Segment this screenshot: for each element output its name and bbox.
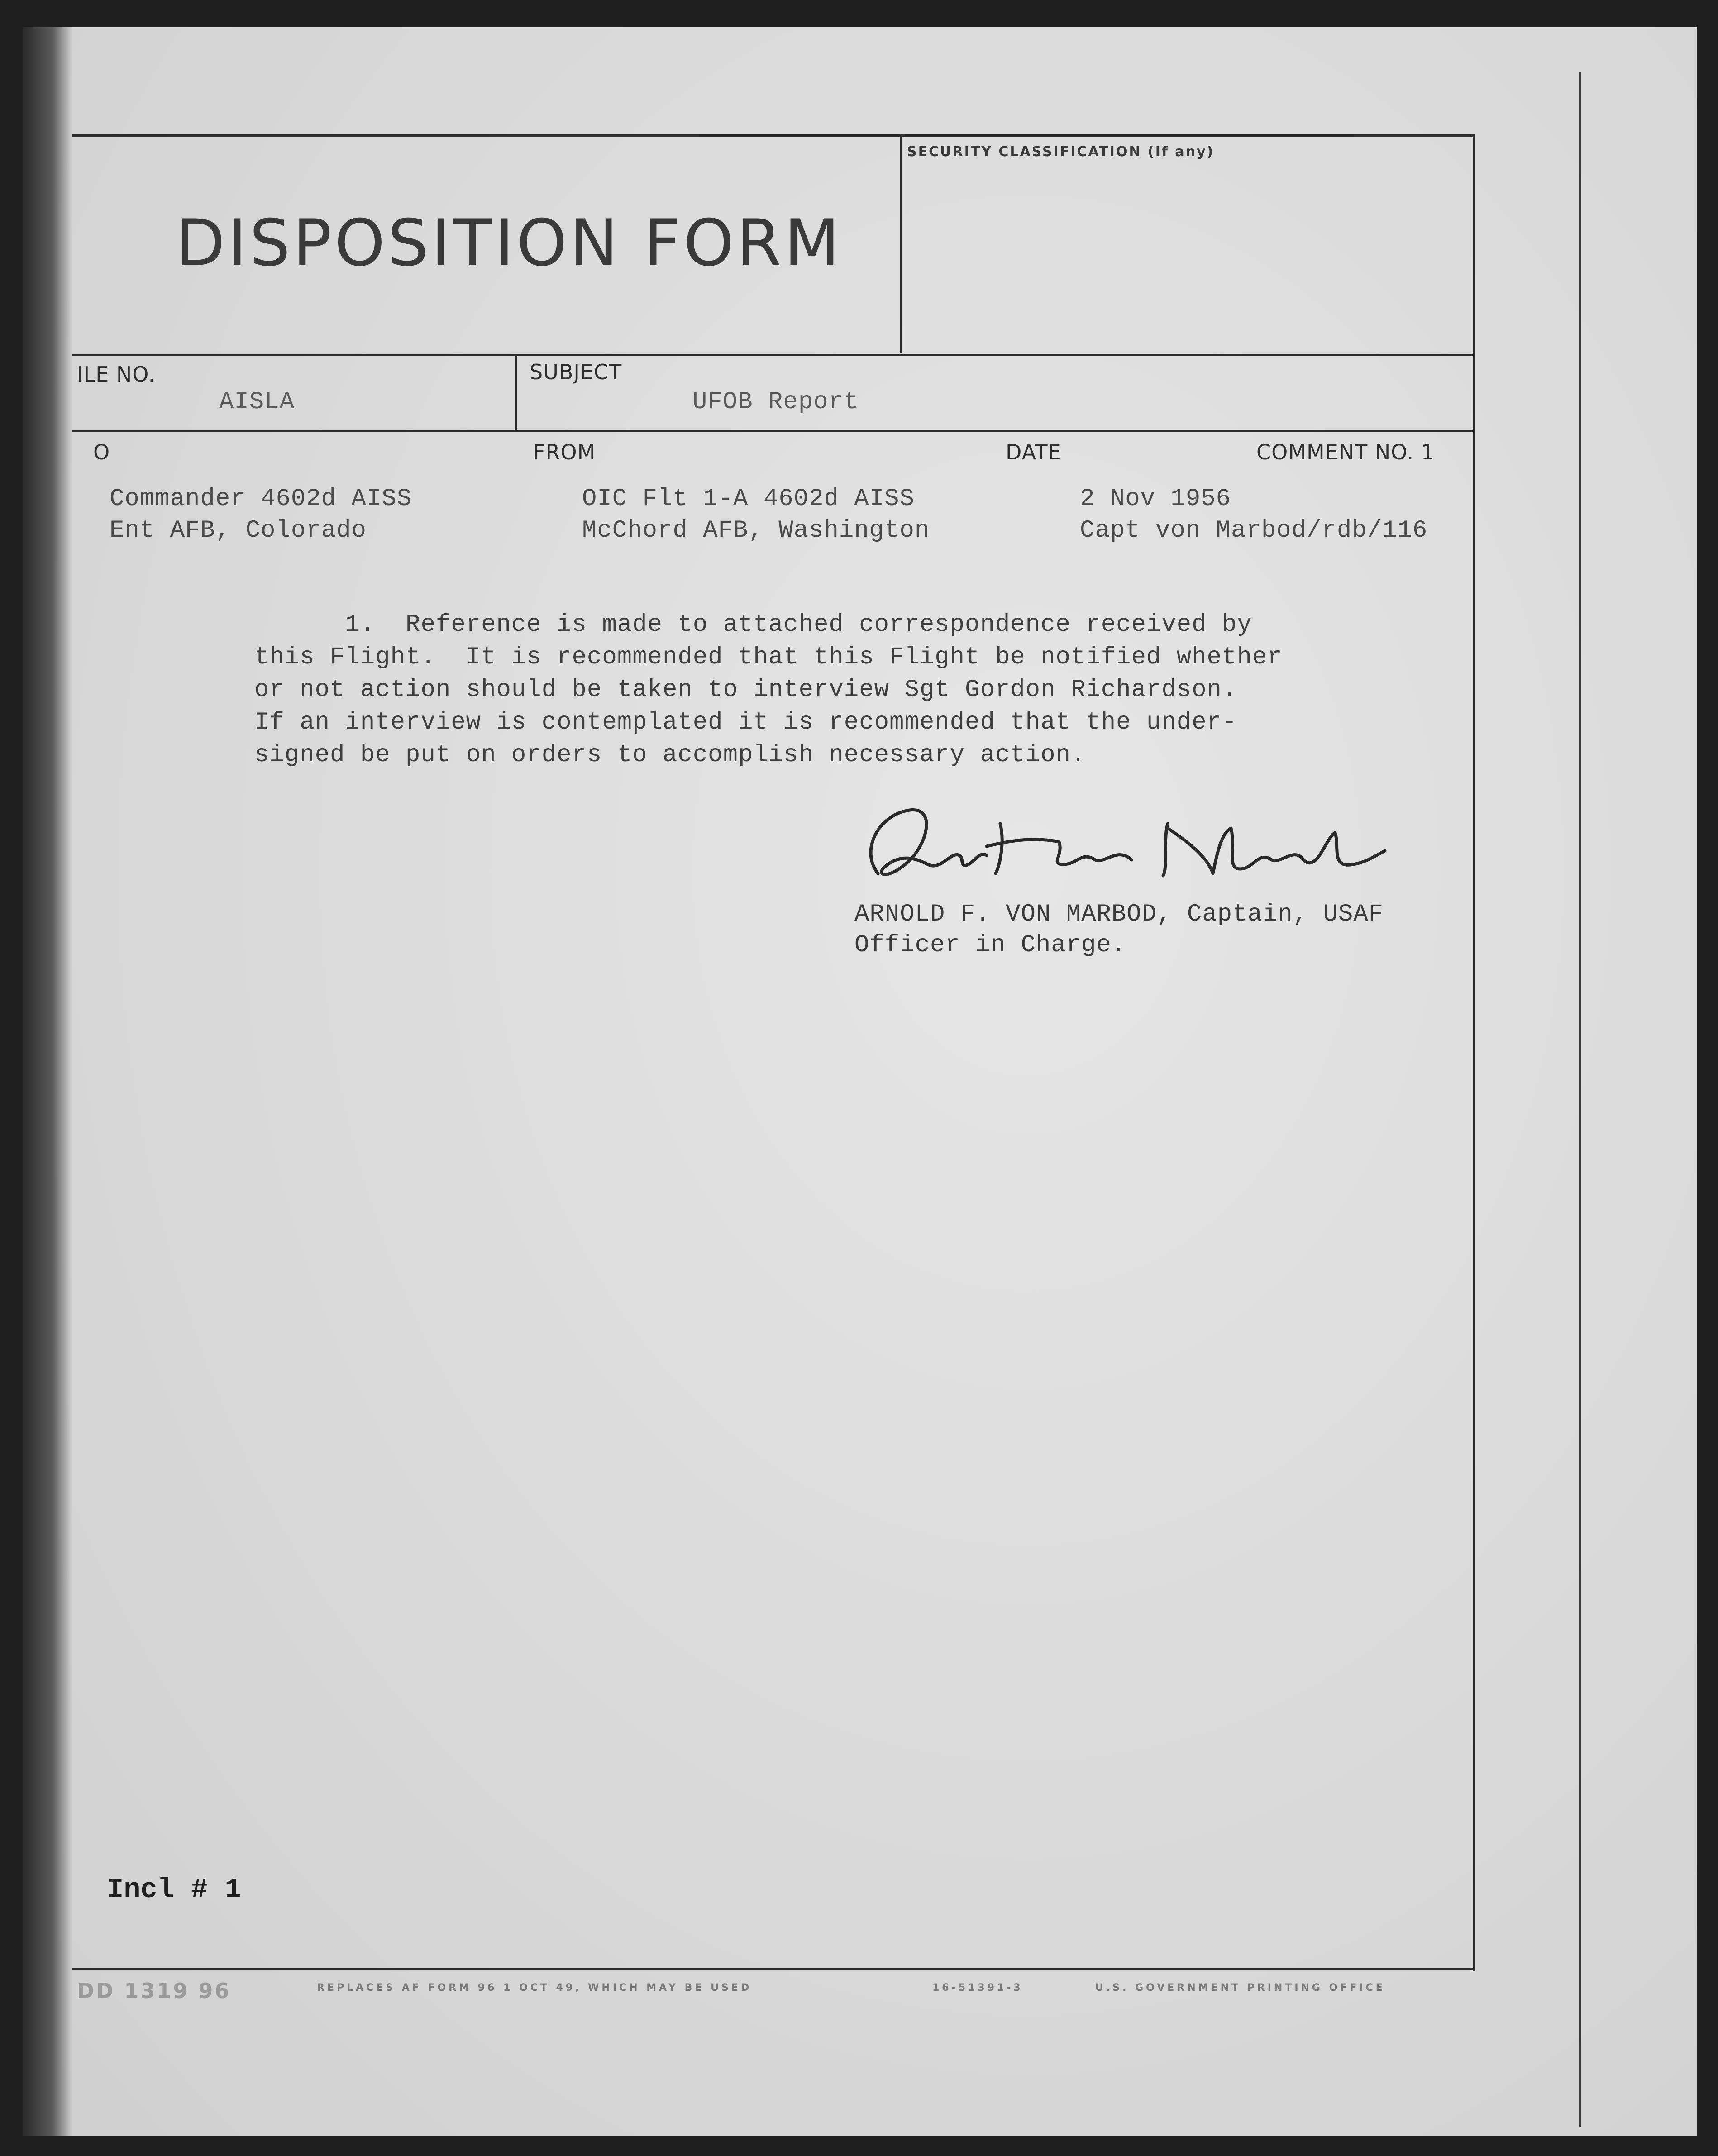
security-classification-label: SECURITY CLASSIFICATION (If any) [907, 144, 1215, 160]
originator-line: Capt von Marbod/rdb/116 [1080, 517, 1428, 544]
comment-number-label: COMMENT NO. 1 [1256, 440, 1435, 464]
right-rule [1473, 134, 1475, 1971]
handwritten-signature [851, 797, 1394, 901]
header-divider [900, 134, 902, 353]
file-number-label: ILE NO. [77, 362, 156, 386]
date-value: 2 Nov 1956 [1080, 485, 1231, 513]
signature-title-line: Officer in Charge. [854, 931, 1127, 959]
body-line-3: or not action should be taken to interview Sgt Gordon Richardson. [254, 676, 1237, 704]
subject-label: SUBJECT [530, 360, 622, 384]
body-line-1: 1. Reference is made to attached correspondence received by [254, 611, 1252, 639]
file-row-top-rule [72, 354, 1475, 356]
to-line-1: Commander 4602d AISS [110, 485, 412, 513]
file-subject-divider [515, 354, 517, 431]
footer-form-number: DD 1319 96 [77, 1979, 231, 2003]
scan-shadow [23, 27, 72, 2136]
bottom-rule [72, 1968, 1475, 1970]
scanned-page [23, 27, 1697, 2136]
date-label: DATE [1006, 440, 1062, 464]
signature-name-line: ARNOLD F. VON MARBOD, Captain, USAF [854, 901, 1384, 928]
body-line-4: If an interview is contemplated it is recommended that the under- [254, 709, 1237, 736]
from-label: FROM [533, 440, 596, 464]
footer-stock-number: 16-51391-3 [932, 1982, 1023, 1994]
enclosure-label: Incl # 1 [107, 1874, 242, 1906]
form-title: DISPOSITION FORM [176, 206, 843, 281]
file-row-bottom-rule [72, 430, 1475, 432]
footer-printer: U.S. GOVERNMENT PRINTING OFFICE [1095, 1982, 1385, 1994]
subject-value: UFOB Report [692, 388, 859, 416]
body-line-5: signed be put on orders to accomplish necessary action. [254, 741, 1086, 769]
from-line-2: McChord AFB, Washington [582, 517, 930, 544]
body-line-2: this Flight. It is recommended that this Flight be notified whether [254, 644, 1283, 671]
to-line-2: Ent AFB, Colorado [110, 517, 367, 544]
to-label: O [93, 440, 110, 464]
top-rule [72, 134, 1475, 137]
outer-right-edge [1579, 72, 1581, 2127]
file-number-value: AISLA [219, 388, 295, 416]
from-line-1: OIC Flt 1-A 4602d AISS [582, 485, 915, 513]
footer-replaces: REPLACES AF FORM 96 1 OCT 49, WHICH MAY BE USED [317, 1982, 752, 1994]
